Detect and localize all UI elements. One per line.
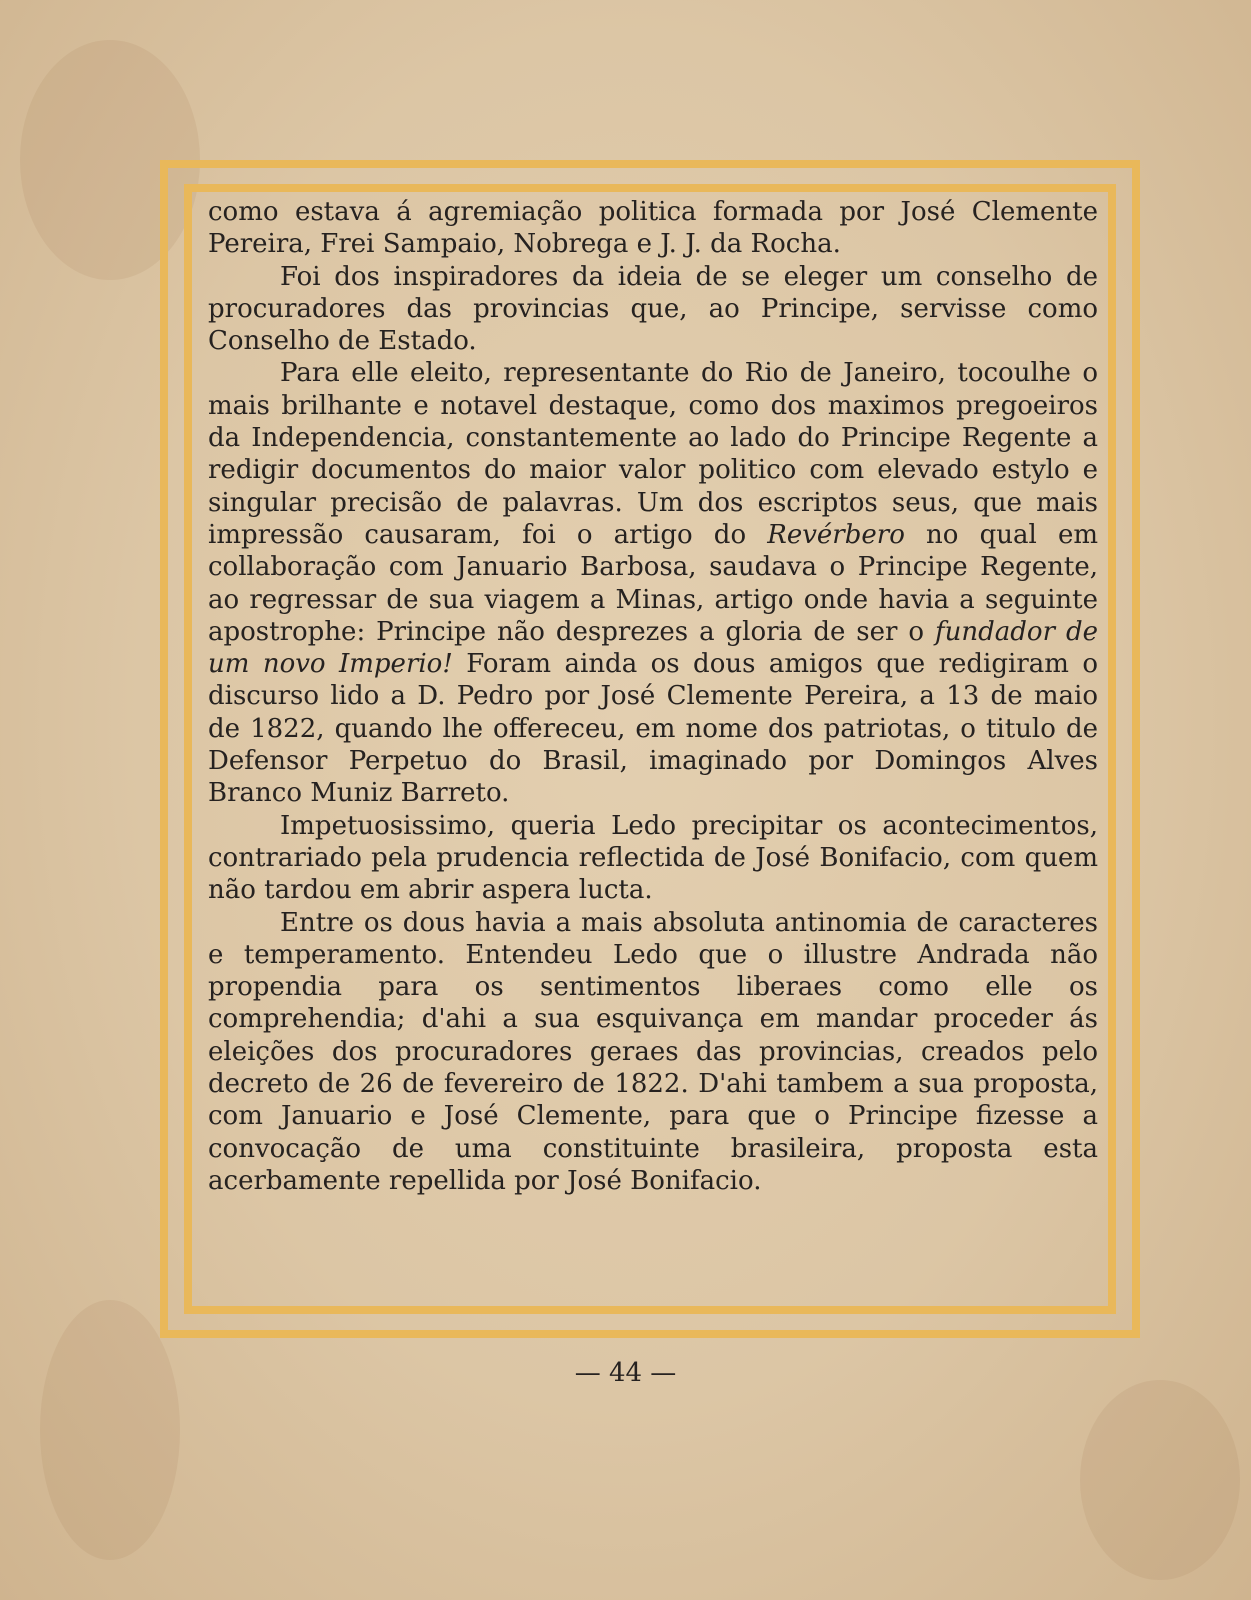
page-number: — 44 — (574, 1358, 677, 1388)
text-run: Para elle eleito, representante do Rio de Janeiro, tocoulhe o mais brilhante e notavel destaque, como dos maximos pregoeiros da Independencia, constantemente ao lado do Principe Regente a redigir documentos do maior valor politico com elevado estylo e singular precisão de palavras. Um dos escriptos seus, que mais impressão causaram, foi o artigo do (208, 358, 1098, 550)
text-run: Foram ainda os dous amigos que redigiram o discurso lido a D. Pedro por José Clemente Pereira, a 13 de maio de 1822, quando lhe offereceu, em nome dos patriotas, o titulo de Defensor Perpetuo do Brasil, imaginado por Domingos Alves Branco Muniz Barreto. (208, 649, 1098, 809)
paper-stain (1080, 1380, 1240, 1580)
text-run: Entre os dous havia a mais absoluta antinomia de caracteres e temperamento. Entendeu Ledo que o illustre Andrada não propendia para os sentimentos liberaes como elle os comprehendia; d'ahi a sua esquivança em mandar proceder ás eleições dos procuradores geraes das provincias, creados pelo decreto de 26 de fevereiro de 1822. D'ahi tambem a sua proposta, com Januario e José Clemente, para que o Principe fizesse a convocação de uma constituinte brasileira, proposta esta acerbamente repellida por José Bonifacio. (208, 907, 1098, 1196)
body-text (208, 196, 1098, 1197)
paragraph-p5 (208, 907, 1098, 1198)
paragraph-p3 (208, 357, 1098, 809)
text-run: no qual em collaboração com Januario Barbosa, saudava o Principe Regente, ao regressar de sua viagem a Minas, artigo onde havia a seguinte apostrophe: Principe não desprezes a gloria de ser o (208, 519, 1098, 647)
text-run: Impetuosissimo, queria Ledo precipitar os acontecimentos, contrariado pela prudencia reflectida de José Bonifacio, com quem não tardou em abrir aspera lucta. (208, 810, 1098, 906)
italic-text: fundador de um novo Imperio! (208, 616, 1098, 680)
text-run: Foi dos inspiradores da ideia de se eleger um conselho de procuradores das provincias que, ao Principe, servisse como Conselho de Estado. (208, 261, 1098, 357)
paragraph-p4 (208, 810, 1098, 907)
italic-text: Revérbero (767, 519, 905, 550)
paragraph-p1 (208, 196, 1098, 261)
paper-stain (40, 1300, 180, 1560)
text-run: como estava á agremiação politica formada por José Clemente Pereira, Frei Sampaio, Nobrega e J. J. da Rocha. (208, 197, 1098, 260)
paragraph-p2 (208, 261, 1098, 358)
